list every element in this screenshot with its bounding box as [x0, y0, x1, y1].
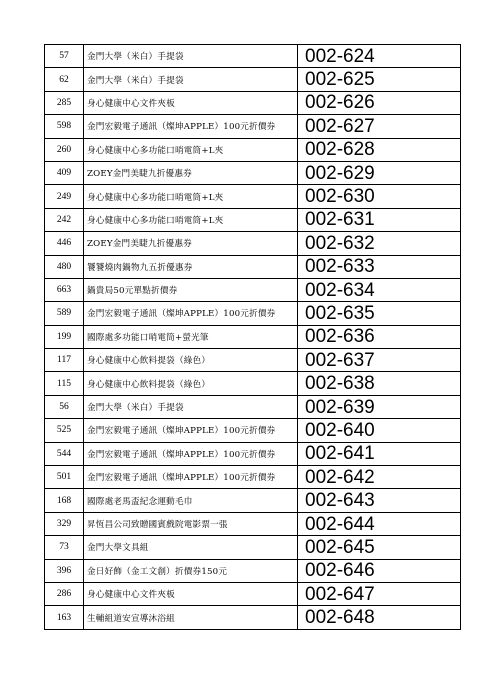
- table-row: [45, 559, 461, 582]
- table-row: [45, 185, 461, 208]
- code-cell: 002-634: [298, 278, 461, 301]
- number-cell: 480: [45, 255, 84, 278]
- item-name-cell: 金門大學（米白）手提袋: [84, 45, 298, 68]
- number-cell: 56: [45, 395, 84, 418]
- number-cell: 663: [45, 278, 84, 301]
- item-name-cell: ZOEY金門美睫九折優惠券: [84, 161, 298, 184]
- item-name-cell: 身心健康中心文件夾板: [84, 582, 298, 605]
- item-name-cell: 生輔組道安宣導沐浴組: [84, 606, 298, 629]
- number-cell: 260: [45, 138, 84, 161]
- table-row: [45, 278, 461, 301]
- item-name-cell: 金門大學文具組: [84, 536, 298, 559]
- item-name-cell: 金門大學（米白）手提袋: [84, 395, 298, 418]
- code-cell: 002-635: [298, 302, 461, 325]
- table-row: [45, 138, 461, 161]
- code-cell: 002-648: [298, 606, 461, 629]
- number-cell: 286: [45, 582, 84, 605]
- item-name-cell: 金門宏毅電子通訊（燦坤APPLE）100元折價券: [84, 442, 298, 465]
- table-row: [45, 466, 461, 489]
- code-cell: 002-636: [298, 325, 461, 348]
- code-cell: 002-631: [298, 208, 461, 231]
- table-row: [45, 349, 461, 372]
- number-cell: 285: [45, 91, 84, 114]
- item-name-cell: 身心健康中心文件夾板: [84, 91, 298, 114]
- number-cell: 249: [45, 185, 84, 208]
- item-name-cell: 身心健康中心飲料提袋（綠色）: [84, 349, 298, 372]
- code-cell: 002-630: [298, 185, 461, 208]
- number-cell: 62: [45, 68, 84, 91]
- table-row: [45, 208, 461, 231]
- item-name-cell: 國際處多功能口哨電筒+螢光筆: [84, 325, 298, 348]
- number-cell: 409: [45, 161, 84, 184]
- code-cell: 002-638: [298, 372, 461, 395]
- table-row: [45, 512, 461, 535]
- item-name-cell: 國際處老馬盃紀念運動毛巾: [84, 489, 298, 512]
- table-row: [45, 91, 461, 114]
- item-name-cell: 身心健康中心多功能口哨電筒+L夾: [84, 138, 298, 161]
- code-cell: 002-624: [298, 45, 461, 68]
- number-cell: 589: [45, 302, 84, 325]
- table-row: [45, 325, 461, 348]
- number-cell: 168: [45, 489, 84, 512]
- number-cell: 598: [45, 115, 84, 138]
- code-cell: 002-637: [298, 349, 461, 372]
- code-cell: 002-625: [298, 68, 461, 91]
- item-name-cell: 饕饕燒肉鍋物九五折優惠券: [84, 255, 298, 278]
- code-cell: 002-645: [298, 536, 461, 559]
- code-cell: 002-641: [298, 442, 461, 465]
- table-row: [45, 582, 461, 605]
- table-row: [45, 606, 461, 629]
- table-row: [45, 419, 461, 442]
- item-name-cell: ZOEY金門美睫九折優惠券: [84, 232, 298, 255]
- number-cell: 329: [45, 512, 84, 535]
- item-name-cell: 身心健康中心多功能口哨電筒+L夾: [84, 208, 298, 231]
- item-name-cell: 昇恆昌公司致贈國賓戲院電影票一張: [84, 512, 298, 535]
- number-cell: 446: [45, 232, 84, 255]
- code-cell: 002-629: [298, 161, 461, 184]
- table-row: [45, 45, 461, 68]
- table-row: [45, 115, 461, 138]
- table-row: [45, 372, 461, 395]
- number-cell: 163: [45, 606, 84, 629]
- item-name-cell: 金門宏毅電子通訊（燦坤APPLE）100元折價券: [84, 419, 298, 442]
- table-row: [45, 255, 461, 278]
- number-cell: 57: [45, 45, 84, 68]
- number-cell: 501: [45, 466, 84, 489]
- code-cell: 002-632: [298, 232, 461, 255]
- item-name-cell: 金門宏毅電子通訊（燦坤APPLE）100元折價券: [84, 466, 298, 489]
- number-cell: 73: [45, 536, 84, 559]
- number-cell: 396: [45, 559, 84, 582]
- item-name-cell: 身心健康中心多功能口哨電筒+L夾: [84, 185, 298, 208]
- item-name-cell: 金門大學（米白）手提袋: [84, 68, 298, 91]
- item-name-cell: 金門宏毅電子通訊（燦坤APPLE）100元折價券: [84, 302, 298, 325]
- table-row: [45, 536, 461, 559]
- code-cell: 002-633: [298, 255, 461, 278]
- number-cell: 117: [45, 349, 84, 372]
- code-cell: 002-639: [298, 395, 461, 418]
- item-name-cell: 金門宏毅電子通訊（燦坤APPLE）100元折價券: [84, 115, 298, 138]
- table-row: [45, 489, 461, 512]
- code-cell: 002-644: [298, 512, 461, 535]
- code-cell: 002-640: [298, 419, 461, 442]
- number-cell: 544: [45, 442, 84, 465]
- number-cell: 525: [45, 419, 84, 442]
- code-cell: 002-627: [298, 115, 461, 138]
- table-row: [45, 68, 461, 91]
- table-row: [45, 161, 461, 184]
- code-cell: 002-646: [298, 559, 461, 582]
- table-row: [45, 395, 461, 418]
- prize-table-body: [45, 45, 461, 630]
- code-cell: 002-642: [298, 466, 461, 489]
- table-row: [45, 232, 461, 255]
- number-cell: 199: [45, 325, 84, 348]
- code-cell: 002-628: [298, 138, 461, 161]
- number-cell: 242: [45, 208, 84, 231]
- prize-table: [44, 44, 461, 630]
- item-name-cell: 身心健康中心飲料提袋（綠色）: [84, 372, 298, 395]
- item-name-cell: 金日好飾（金工文創）折價券150元: [84, 559, 298, 582]
- item-name-cell: 鍋貴局50元單點折價券: [84, 278, 298, 301]
- code-cell: 002-647: [298, 582, 461, 605]
- table-row: [45, 442, 461, 465]
- code-cell: 002-643: [298, 489, 461, 512]
- code-cell: 002-626: [298, 91, 461, 114]
- table-row: [45, 302, 461, 325]
- number-cell: 115: [45, 372, 84, 395]
